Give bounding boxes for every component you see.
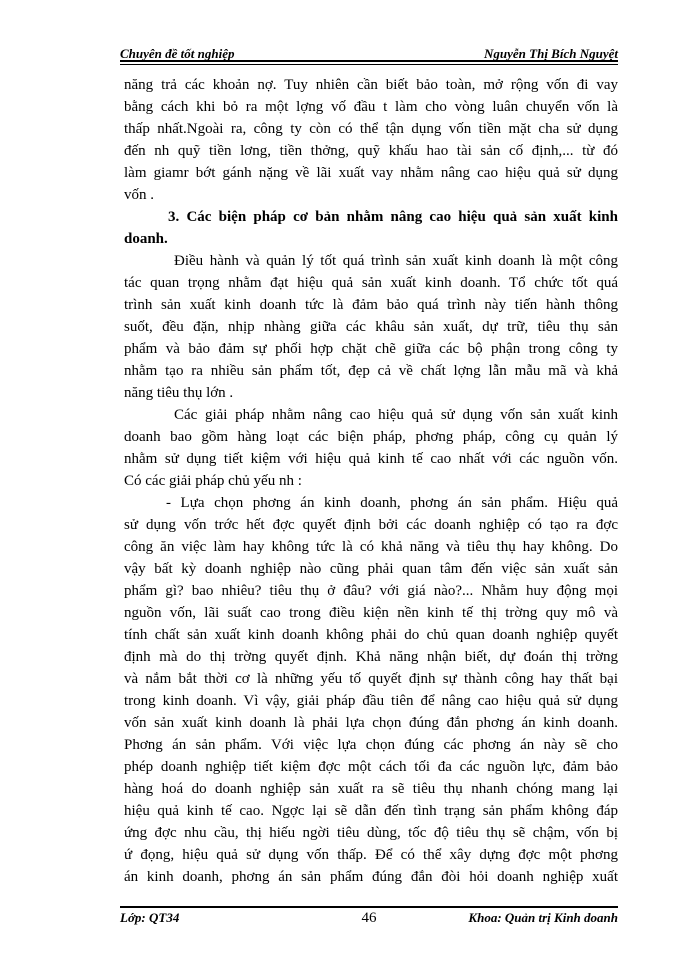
text-line: định mà do thị trờng quyết định. Khả năng nhận biết, dự đoán thị trờng	[124, 649, 618, 665]
text-line: làm giamr bớt gánh nặng về lãi xuất vay nhằm nâng cao hiệu quả sử dụng	[124, 165, 618, 181]
text-line: Phơng án sản phẩm. Với việc lựa chọn đúng các phơng án này sẽ cho	[124, 737, 618, 753]
text-line: nguồn vốn, lãi suất cao trong điều kiện nền kinh tế thị trờng quy mô và	[124, 605, 618, 621]
text-line: thấp nhất.Ngoài ra, công ty còn có thể tận dụng vốn tiền mặt cha sử dụng	[124, 121, 618, 137]
text-line: năng trả các khoản nợ. Tuy nhiên cần biết bảo toàn, mở rộng vốn đi vay	[124, 77, 618, 93]
header-rule-thick	[120, 60, 618, 62]
text-line: doanh bao gồm hàng loạt các biện pháp, phơng pháp, công cụ quản lý	[124, 429, 618, 445]
text-line: trong kinh doanh. Vì vậy, giải pháp đầu tiên để nâng cao hiệu quả sử dụng	[124, 693, 618, 709]
footer-class: Lớp: QT34	[120, 910, 180, 925]
text-line: Có các giải pháp chủ yếu nh :	[124, 473, 302, 489]
section-heading-cont: doanh.	[124, 231, 168, 247]
page-footer	[120, 910, 618, 932]
page-number: 46	[361, 910, 377, 926]
text-line: nhằm sử dụng tiết kiệm với hiệu quả kinh tế cao nhất với các nguồn vốn.	[124, 451, 618, 467]
text-line: nhằm tạo ra nhiều sản phẩm tốt, đẹp cả về chất lợng lẫn mẫu mã và khả	[124, 363, 618, 379]
text-line: ứng đợc nhu cầu, thị hiếu ngời tiêu dùng, tốc độ tiêu thụ sẽ chậm, vốn bị	[124, 825, 618, 841]
text-line: vốn .	[124, 187, 154, 203]
header-author: Nguyễn Thị Bích Nguyệt	[484, 46, 618, 61]
text-line: bằng cách khi bỏ ra một lợng vố đầu t làm cho vòng luân chuyển vốn là	[124, 99, 618, 115]
text-line: công ăn việc làm hay không tức là có khả năng và tiêu thụ hay không. Do	[124, 539, 618, 555]
section-heading: 3. Các biện pháp cơ bản nhằm nâng cao hiệu quả sản xuất kinh	[168, 209, 618, 225]
text-line: tính chất sản xuất kinh doanh không phải do chủ quan doanh nghiệp quyết	[124, 627, 618, 643]
text-line: phép doanh nghiệp tiết kiệm đợc một cách tối đa các nguồn lực, đảm bảo	[124, 759, 618, 775]
header-title: Chuyên đề tốt nghiệp	[120, 46, 235, 61]
text-line: tác quan trọng nhằm đạt hiệu quả sản xuất kinh doanh. Tổ chức tốt quá	[124, 275, 618, 291]
text-line: phẩm và bảo đảm sự phối hợp chặt chẽ giữa các bộ phận trong công ty	[124, 341, 618, 357]
page-header	[120, 40, 618, 62]
header-rule-thin	[120, 64, 618, 65]
text-line: vậy bất kỳ doanh nghiệp nào cũng phải quan tâm đến việc sản xuất sản	[124, 561, 618, 577]
text-line: vốn sản xuất kinh doanh là phải lựa chọn đúng đắn phơng án kinh doanh.	[124, 715, 618, 731]
text-line: - Lựa chọn phơng án kinh doanh, phơng án sản phẩm. Hiệu quả	[166, 495, 618, 511]
text-line: ứ đọng, hiệu quả sử dụng vốn thấp. Để có thể xây dựng đợc một phơng	[124, 847, 618, 863]
footer-faculty: Khoa: Quản trị Kinh doanh	[468, 910, 618, 925]
text-line: Điều hành và quản lý tốt quá trình sản xuất kinh doanh là một công	[174, 253, 618, 269]
body-text	[124, 74, 618, 888]
text-line: sử dụng vốn trớc hết đợc quyết định bởi các doanh nghiệp có tạo ra đợc	[124, 517, 618, 533]
text-line: án kinh doanh, phơng án sản phẩm đúng đắn đòi hỏi doanh nghiệp xuất	[124, 869, 618, 885]
text-line: và nắm bắt thời cơ là những yếu tố quyết định sự thành công hay thất bại	[124, 671, 618, 687]
text-line: trình sản xuất kinh doanh tức là đảm bảo quá trình này tiến hành thông	[124, 297, 618, 313]
text-line: hàng hoá do doanh nghiệp sản xuất ra sẽ tiêu thụ nhanh chóng mang lại	[124, 781, 618, 797]
text-line: đến nh quỹ tiền lơng, tiền thởng, quỹ khấu hao tài sản cố định,... từ đó	[124, 143, 618, 159]
text-line: hiệu quả kinh tế cao. Ngợc lại sẽ dẫn đến tình trạng sản phẩm không đáp	[124, 803, 618, 819]
text-line: năng tiêu thụ lớn .	[124, 385, 234, 401]
footer-rule	[120, 906, 618, 908]
text-line: phẩm gì? bao nhiêu? tiêu thụ ở đâu? với giá nào?... Nhằm huy động mọi	[124, 583, 618, 599]
text-line: suốt, đều đặn, nhịp nhàng giữa các khâu sản xuất, dự trữ, tiêu thụ sản	[124, 319, 618, 335]
text-line: Các giải pháp nhằm nâng cao hiệu quả sử dụng vốn sản xuất kinh	[174, 407, 618, 423]
